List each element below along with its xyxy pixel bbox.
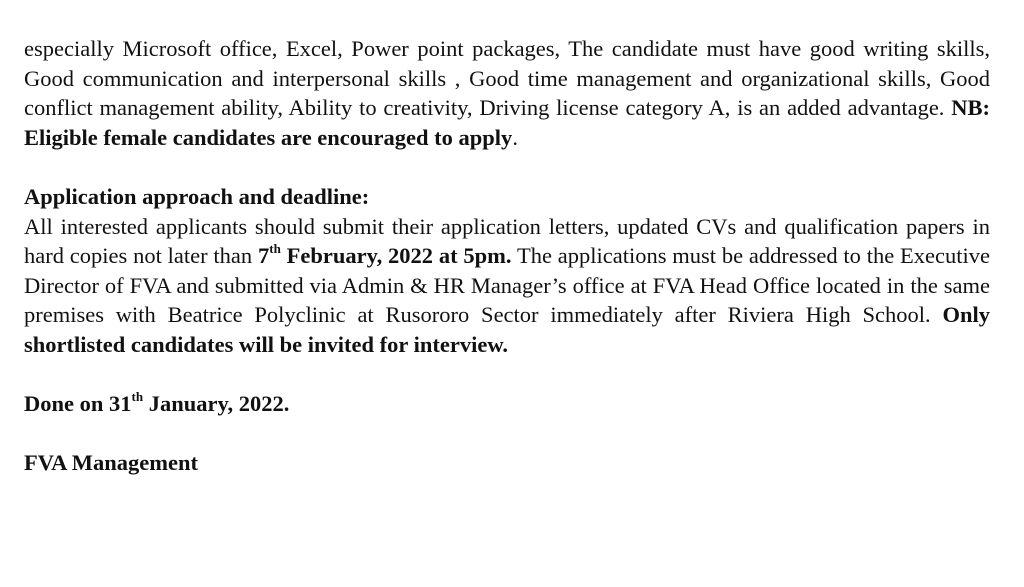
done-suffix: th	[131, 388, 144, 404]
spacer	[24, 419, 990, 449]
shortlist-notice: Only shortlisted candidates will be invited for interview.	[24, 302, 990, 357]
application-text-1: All interested applicants should submit their application letters, updated CVs and qualification papers in hard copies not later than	[24, 213, 990, 269]
deadline-day: 7	[257, 243, 270, 269]
spacer	[24, 360, 990, 390]
document-page	[24, 34, 990, 478]
application-heading: Application approach and deadline:	[24, 183, 370, 209]
deadline-date	[257, 240, 512, 269]
done-prefix: Done on 31	[24, 391, 132, 417]
done-date	[24, 389, 990, 419]
nb-end-punct: .	[512, 124, 518, 150]
deadline-rest: February, 2022 at 5pm.	[280, 243, 512, 269]
spacer	[24, 152, 990, 182]
nb-notice: NB: Eligible female candidates are encouraged to apply	[24, 95, 990, 150]
signature: FVA Management	[24, 450, 198, 476]
application-text-2: The applications must be addressed to the Executive Director of FVA and submitted via Admin & HR Manager’s office at FVA Head Office located in the same premises with Beatrice Polyclinic at Rusororo Sector immediately after Riviera High School.	[24, 243, 990, 328]
requirements-paragraph	[24, 34, 990, 152]
done-rest: January, 2022.	[143, 391, 290, 417]
deadline-day-suffix: th	[269, 240, 281, 256]
requirements-text: especially Microsoft office, Excel, Power point packages, The candidate must have good writing skills, Good communication and interpersonal skills , Good time management and organizational skills, Good conflict management ability, Ability to creativity, Driving license category A, is an added advantage.	[24, 36, 990, 121]
application-paragraph	[24, 212, 990, 360]
